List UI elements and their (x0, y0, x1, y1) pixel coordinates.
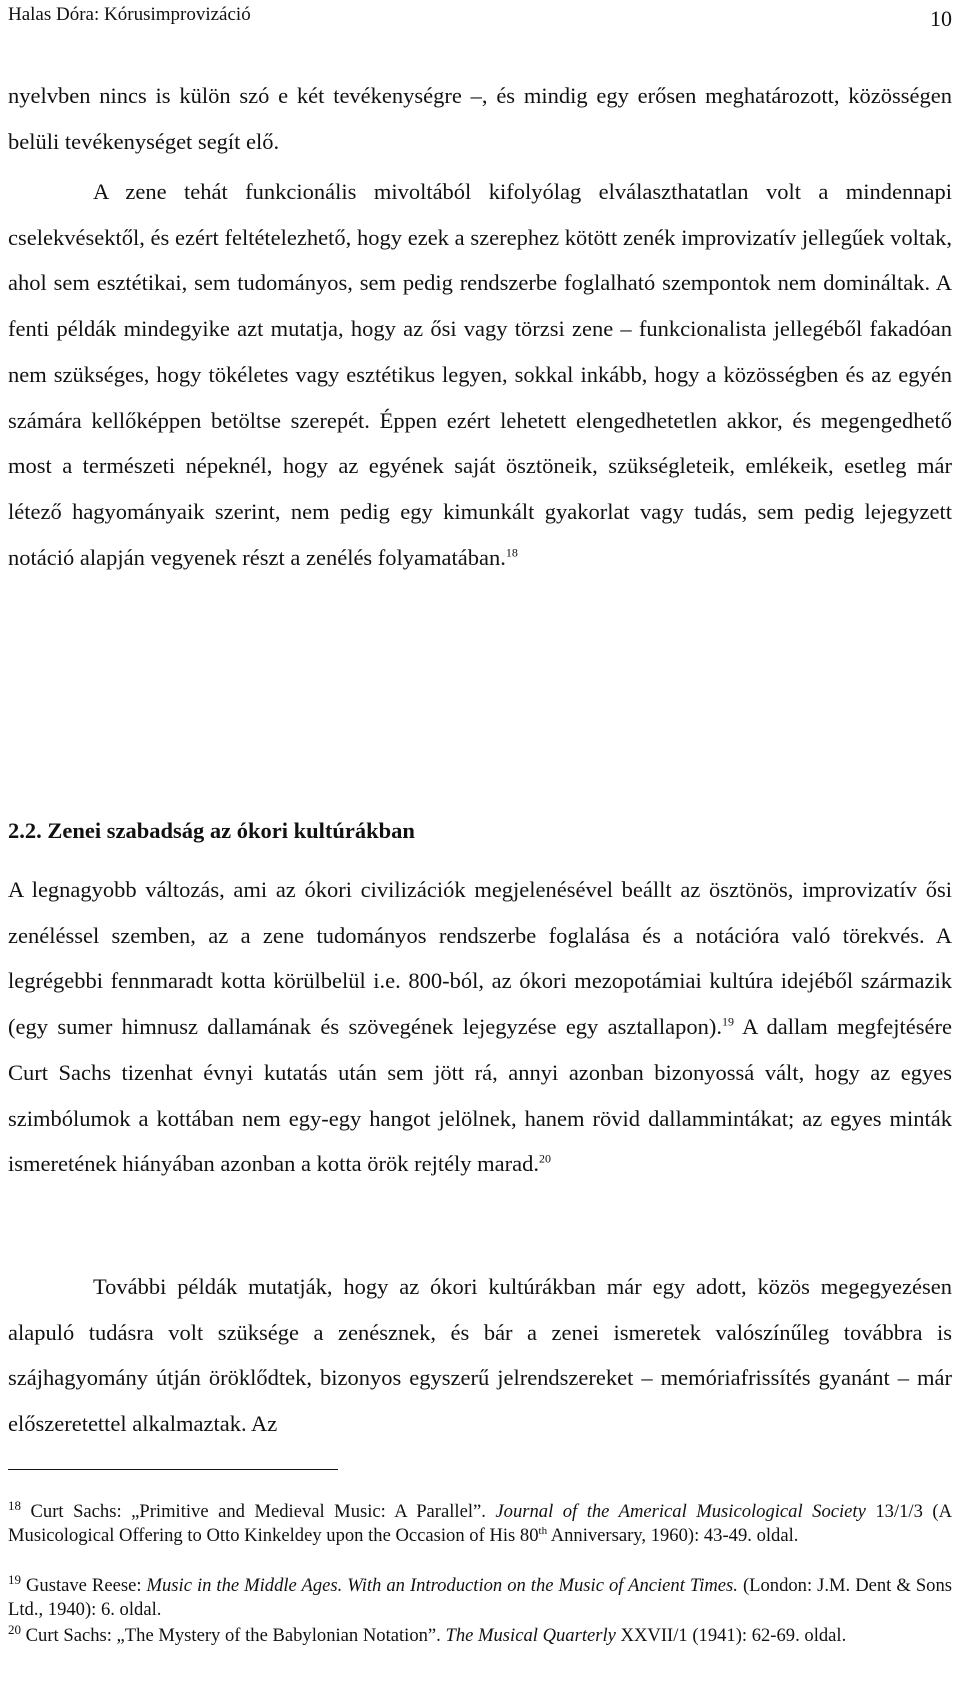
paragraph-further-examples (8, 1264, 952, 1447)
footnote-journal: The Musical Quarterly (445, 1625, 616, 1646)
footnote-text: Gustave Reese: (21, 1575, 147, 1596)
footnote-ref-19[interactable]: 19 (722, 1014, 734, 1029)
footnote-text: Curt Sachs: „The Mystery of the Babylonian Notation”. (21, 1625, 446, 1646)
footnote-ordinal: th (538, 1524, 548, 1537)
paragraph-function-of-music (8, 169, 952, 580)
footnote-number: 18 (8, 1497, 21, 1513)
footnote-19 (8, 1571, 952, 1622)
footnote-number: 19 (8, 1571, 21, 1587)
footnote-text: Curt Sachs: „Primitive and Medieval Music: A Parallel”. (21, 1501, 496, 1522)
running-title: Halas Dóra: Kórusimprovizáció (8, 4, 251, 25)
paragraph-ancient-cultures (8, 867, 952, 1187)
paragraph-text: További példák mutatják, hogy az ókori kultúrákban már egy adott, közös megegyezésen alapuló tudásra volt szüksége a zenésznek, és bár a zenei ismeretek valószínűleg továbbra is szájhagyomány útján öröklődtek, bizonyos egyszerű jelrendszereket – memóriafrissítés gyanánt – már előszeretettel alkalmaztak. Az (8, 1274, 952, 1437)
paragraph-text: nyelvben nincs is külön szó e két tevékenységre –, és mindig egy erősen meghatározott, közösségen belüli tevékenységet segít elő. (8, 83, 952, 154)
footnote-journal: Journal of the Americal Musicological Society (495, 1501, 866, 1522)
paragraph-text: A legnagyobb változás, ami az ókori civilizációk megjelenésével beállt az ösztönös, improvizatív ősi zenéléssel szemben, az a zene tudományos rendszerbe foglalása és a notációra való törekvés. A legrégebbi fennmaradt kotta körülbelül i.e. 800-ból, az ókori mezopotámiai kultúra idejéből származik (egy sumer himnusz dallamának és szövegének lejegyzése egy asztallapon). (8, 877, 952, 1040)
section-heading: 2.2. Zenei szabadság az ókori kultúrákban (8, 818, 415, 843)
footnote-text: (London: J.M. Dent & Sons Ltd., 1940): 6. oldal. (8, 1575, 952, 1620)
page-number: 10 (930, 6, 952, 31)
paragraph-text: A dallam megfejtésére Curt Sachs tizenhat évnyi kutatás után sem jött rá, annyi azonban bizonyossá vált, hogy az egyes szimbólumok a kottában nem egy-egy hangot jelölnek, hanem rövid dallammintákat; az egyes minták ismeretének hiányában azonban a kotta örök rejtély marad. (8, 1014, 953, 1177)
footnote-text: Anniversary, 1960): 43-49. oldal. (547, 1525, 799, 1546)
footnote-20 (8, 1621, 952, 1648)
footnote-ref-20[interactable]: 20 (539, 1151, 552, 1166)
footnote-ref-18[interactable]: 18 (505, 545, 518, 560)
paragraph-text: A zene tehát funkcionális mivoltából kifolyólag elválaszthatatlan volt a mindennapi cselekvésektől, és ezért feltételezhető, hogy ezek a szerephez kötött zenék improvizatív jellegűek voltak, ahol sem esztétikai, sem tudományos, sem pedig rendszerbe foglalható szempontok nem domináltak. A fenti példák mindegyike azt mutatja, hogy az ősi vagy törzsi zene – funkcionalista jellegéből fakadóan nem szükséges, hogy tökéletes vagy esztétikus legyen, sokkal inkább, hogy a közösségben és az egyén számára kellőképpen betöltse szerepét. Éppen ezért lehetett elengedhetetlen akkor, és megengedhető most a természeti népeknél, hogy az egyének saját ösztöneik, szükségleteik, emlékeik, esetleg már létező hagyományaik szerint, nem pedig egy kimunkált gyakorlat vagy tudás, sem pedig lejegyzett notáció alapján vegyenek részt a zenélés folyamatában. (8, 179, 952, 570)
footnote-divider (8, 1469, 338, 1470)
footnote-18 (8, 1497, 952, 1548)
footnote-text: 13/1/3 (A Musicological Offering to Otto Kinkeldey upon the Occasion of His 80 (8, 1501, 952, 1546)
footnote-book-title: Music in the Middle Ages. With an Introduction on the Music of Ancient Times. (146, 1575, 738, 1596)
footnote-text: XXVII/1 (1941): 62-69. oldal. (615, 1625, 847, 1646)
footnote-number: 20 (8, 1621, 21, 1637)
page-header (8, 2, 952, 42)
paragraph-continuation (8, 73, 952, 164)
